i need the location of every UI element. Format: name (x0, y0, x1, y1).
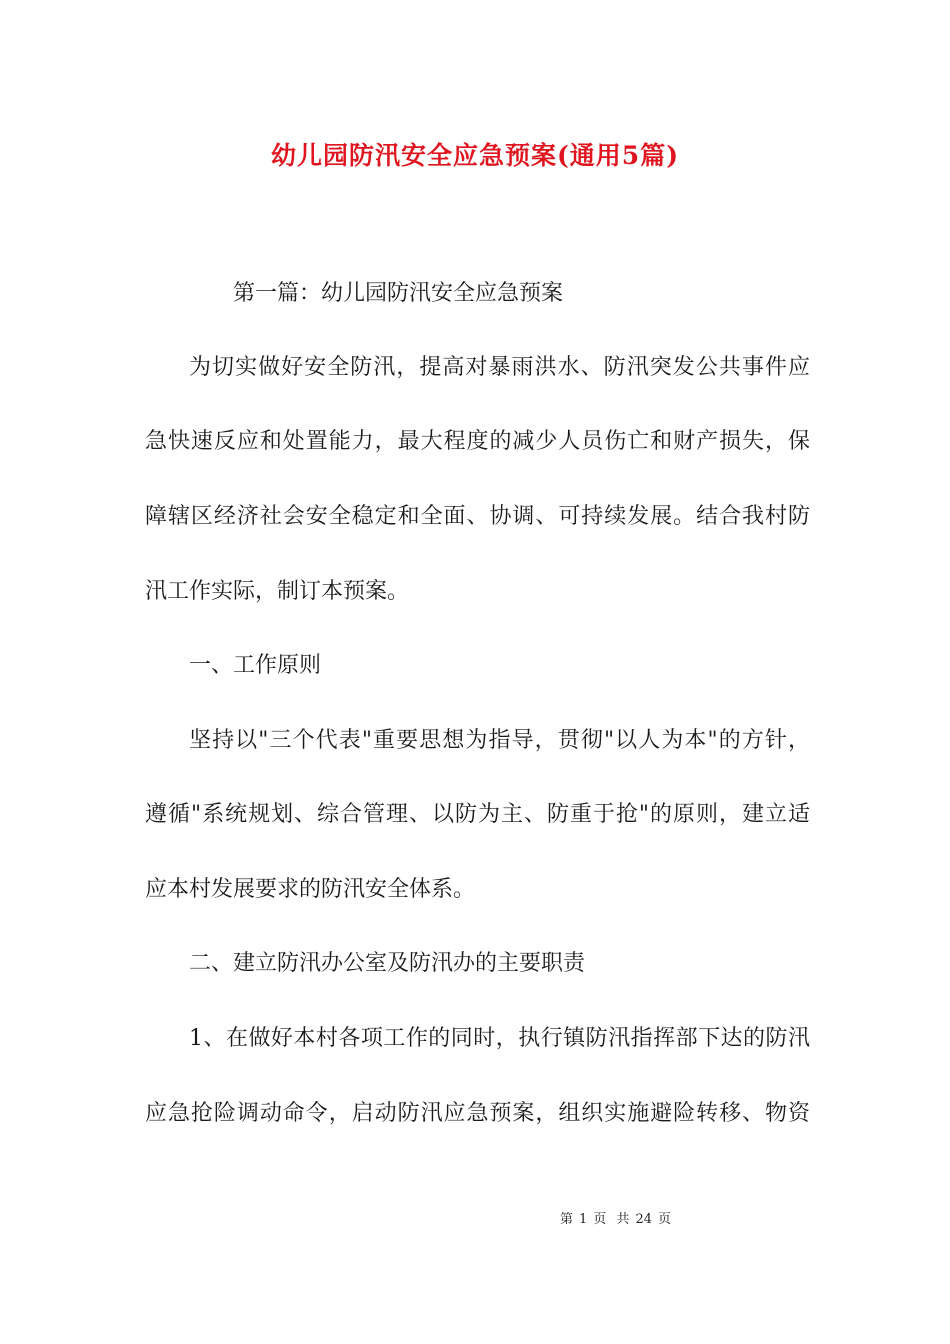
intro-line-1: 为切实做好安全防汛，提高对暴雨洪水、防汛突发公共事件应 (189, 355, 810, 380)
heading-office-duties: 二、建立防汛办公室及防汛办的主要职责 (189, 951, 586, 976)
footer-page-number: 1 (579, 1212, 588, 1227)
principle-line-1: 坚持以"三个代表"重要思想为指导，贯彻"以人为本"的方针， (189, 728, 810, 753)
document-title: 幼儿园防汛安全应急预案(通用5篇) (270, 141, 680, 170)
heading-work-principle: 一、工作原则 (189, 653, 322, 678)
intro-line-4: 汛工作实际，制订本预案。 (145, 579, 410, 604)
page-footer (560, 1208, 677, 1227)
principle-line-2: 遵循"系统规划、综合管理、以防为主、防重于抢"的原则，建立适 (145, 802, 810, 827)
intro-line-3: 障辖区经济社会安全稳定和全面、协调、可持续发展。结合我村防 (145, 504, 810, 529)
footer-suffix: 页 (657, 1212, 671, 1227)
footer-prefix: 第 (560, 1212, 574, 1227)
section-heading: 第一篇：幼儿园防汛安全应急预案 (233, 281, 564, 306)
footer-total-pages: 24 (635, 1212, 652, 1227)
duty-line-2: 应急抢险调动命令，启动防汛应急预案，组织实施避险转移、物资 (145, 1101, 810, 1126)
principle-line-3: 应本村发展要求的防汛安全体系。 (145, 877, 476, 902)
duty-line-1: 1、在做好本村各项工作的同时，执行镇防汛指挥部下达的防汛 (189, 1026, 810, 1051)
intro-line-2: 急快速反应和处置能力，最大程度的减少人员伤亡和财产损失，保 (145, 429, 810, 454)
footer-mid: 页 共 (593, 1212, 630, 1227)
